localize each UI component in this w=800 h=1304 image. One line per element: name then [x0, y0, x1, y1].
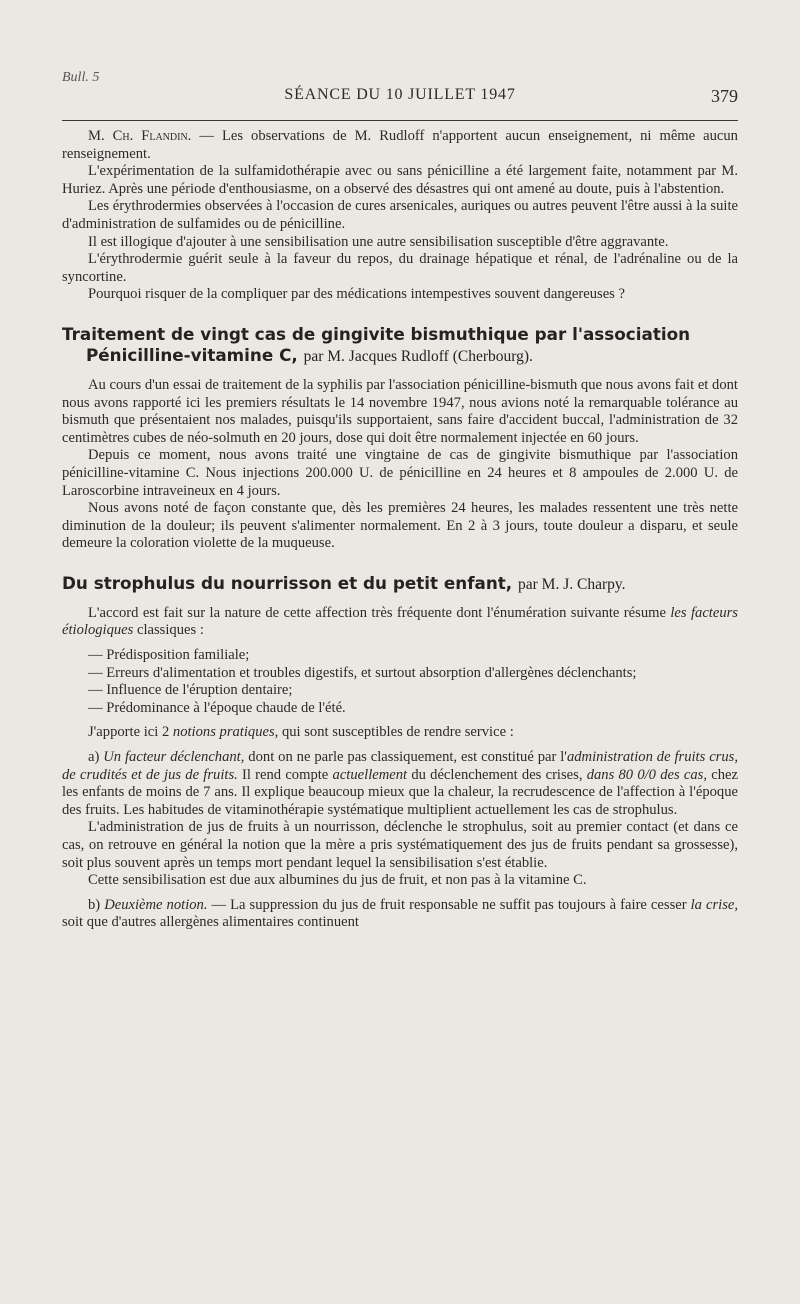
page-body: [62, 128, 738, 932]
list-item: — Prédisposition familiale;: [88, 647, 250, 664]
discussion-paragraph: [62, 128, 738, 163]
discussion-paragraph: Les érythrodermies observées à l'occasion de cures arsenicales, auriques ou autres peuvent l'être aussi à la suite d'administration de sulfamides ou de pénicilline.: [62, 198, 738, 232]
article-paragraph: Cette sensibilisation est due aux albumines du jus de fruit, et non pas à la vitamine C.: [88, 872, 587, 889]
discussion-paragraph: L'expérimentation de la sulfamidothérapie avec ou sans pénicilline a été largement faite, notamment par M. Huriez. Après une période d'enthousiasme, on a observé des désastres qui ont amené au doute, puis à l'abstention.: [62, 163, 738, 197]
article-title-line: Traitement de vingt cas de gingivite bismuthique par l'association: [62, 323, 691, 344]
discussion-text: — Les observations de M. Rudloff n'apportent aucun enseignement, ni même aucun renseignement.: [62, 128, 738, 162]
discussion-paragraph: Pourquoi risquer de la compliquer par des médications intempestives souvent dangereuses ?: [88, 286, 625, 303]
article-heading: [62, 324, 738, 367]
article-paragraph: L'administration de jus de fruits à un nourrisson, déclenche le strophulus, soit au premier contact (et dans ce cas, on retrouve en général la notion que la mère a pris systématiquement des jus de fruits pendant sa grossesse), soit plus souvent après un temps mort pendant lequel la sensibilisation s'est établie.: [62, 819, 738, 871]
article-paragraph: a) Un facteur déclenchant, dont on ne parle pas classiquement, est constitué par l'administration de fruits crus, de crudités et de jus de fruits. Il rend compte actuellement du déclenchement des crises, dans 80 0/0 des cas, chez les enfants de moins de 7 ans. Il explique beaucoup mieux que la chaleur, la recrudescence de l'affection à l'époque des fruits. Les habitudes de vitaminothérapie systématique multiplient actuellement les cas de strophulus.: [62, 749, 738, 818]
discussion-paragraph: L'érythrodermie guérit seule à la faveur du repos, du drainage hépatique et rénal, de l'adrénaline ou de la syncortine.: [62, 251, 738, 285]
article-paragraph: Nous avons noté de façon constante que, dès les premières 24 heures, les malades ressentent une très nette diminution de la douleur; ils peuvent s'alimenter normalement. En 2 à 3 jours, toute douleur a disparu, et seule demeure la coloration violette de la muqueuse.: [62, 500, 738, 552]
article-paragraph: J'apporte ici 2 notions pratiques, qui sont susceptibles de rendre service :: [88, 724, 514, 741]
header-rule: [62, 120, 738, 121]
list-item: — Prédominance à l'époque chaude de l'été.: [88, 699, 346, 716]
article-byline: par M. Jacques Rudloff (Cherbourg).: [303, 347, 533, 365]
handwritten-note: Bull. 5: [62, 70, 100, 85]
article-paragraph: b) Deuxième notion. — La suppression du jus de fruit responsable ne suffit pas toujours à faire cesser la crise, soit que d'autres allergènes alimentaires continuent: [62, 896, 738, 931]
article-paragraph: Depuis ce moment, nous avons traité une vingtaine de cas de gingivite bismuthique par l'association pénicilline-vitamine C. Nous injections 200.000 U. de pénicilline en 24 heures et 8 ampoules de 2.000 U. de Laroscorbine intraveineux en 4 jours.: [62, 447, 738, 499]
list-item: — Erreurs d'alimentation et troubles digestifs, et surtout absorption d'allergènes déclenchants;: [88, 664, 637, 681]
running-head: [62, 86, 738, 112]
article-heading: [62, 573, 738, 595]
article-title-line: Pénicilline-vitamine C,: [86, 344, 298, 365]
page-number: 379: [711, 86, 738, 106]
discussion-paragraph: Il est illogique d'ajouter à une sensibilisation une autre sensibilisation susceptible d'être aggravante.: [88, 233, 669, 250]
running-head-title: SÉANCE DU 10 JUILLET 1947: [284, 86, 516, 103]
list-item: — Influence de l'éruption dentaire;: [88, 682, 293, 699]
article-title: Du strophulus du nourrisson et du petit enfant,: [62, 572, 513, 593]
article-byline: par M. J. Charpy.: [518, 575, 626, 593]
article-paragraph: Au cours d'un essai de traitement de la syphilis par l'association pénicilline-bismuth que nous avons fait et dont nous avons rapporté ici les premiers résultats le 14 novembre 1947, nous avions noté la remarquable tolérance au bismuth que présentaient nos malades, puisqu'ils supportaient, sans faire d'accident buccal, l'administration de 32 centimètres cubes de néo-solmuth en 20 jours, dose qui doit être normalement injectée en 60 jours.: [62, 376, 738, 446]
speaker-name: M. Ch. Flandin.: [88, 128, 192, 144]
article-paragraph: L'accord est fait sur la nature de cette affection très fréquente dont l'énumération suivante résume les facteurs étiologiques classiques :: [62, 604, 738, 639]
